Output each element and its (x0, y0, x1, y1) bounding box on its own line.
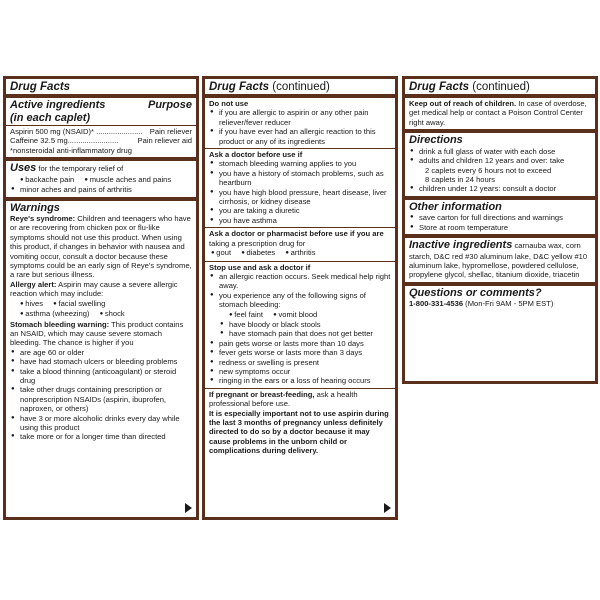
ask-doctor-item: ● you have asthma (209, 216, 391, 225)
inactive-ingredients-section (405, 238, 595, 282)
directions-item: ● adults and children 12 years and over: take (409, 156, 591, 165)
panel-title: Drug Facts (10, 81, 71, 93)
stop-use-item: ● pain gets worse or lasts more than 10 days (209, 339, 391, 348)
questions-section (405, 286, 595, 311)
reye-label: Reye's syndrome: (10, 214, 76, 224)
purpose-heading: Purpose (147, 99, 192, 111)
divider (6, 125, 196, 126)
active-ingredients-section (6, 98, 196, 157)
uses-item: ● minor aches and pains of arthritis (10, 185, 192, 194)
allergy-alert (10, 280, 192, 299)
directions-dose-line: 8 caplets in 24 hours (425, 174, 496, 184)
continue-arrow-icon (185, 503, 192, 513)
directions-dose-line: 2 caplets every 6 hours not to exceed (425, 165, 552, 175)
continue-arrow-icon (384, 503, 391, 513)
pregnancy-text: ask a health professional before use. (209, 389, 358, 409)
ask-pharmacist-item: ● diabetes (241, 248, 275, 257)
ingredient-purpose: Pain reliever (149, 127, 192, 136)
uses-section (6, 161, 196, 196)
ask-doctor-heading: Ask a doctor before use if (209, 150, 303, 160)
stop-use-item: ● redness or swelling is present (209, 358, 391, 367)
ask-doctor-item: ● you have a history of stomach problems, such as heartburn (209, 169, 391, 188)
keep-out-section (405, 98, 595, 129)
ingredient-purpose: Pain reliever aid (137, 136, 192, 146)
ask-doctor-section (205, 149, 395, 227)
uses-item: ● backache pain (20, 175, 74, 184)
other-information-item: ● save carton for full directions and warnings (409, 213, 591, 222)
stomach-item: ● are age 60 or older (10, 348, 192, 357)
directions-item: ● drink a full glass of water with each dose (409, 147, 591, 156)
directions-section (405, 133, 595, 196)
pregnancy-important-text: It is especially important not to use aspirin during the last 3 months of pregnancy unless definitely directed to do so by a doctor because it may cause problems in the unborn child or complications during delivery. (209, 408, 389, 456)
panel-title: Drug Facts (209, 81, 270, 93)
reye-text: Children and teenagers who have or are recovering from chicken pox or flu-like symptoms should not use this product. When using this product, if changes in behavior with nausea and vomiting occur, consult a doctor because these symptoms could be an early sign of Reye's syndrome, a rare but serious illness. (10, 214, 192, 280)
allergy-item: ● asthma (wheezing) (20, 309, 89, 318)
reye-warning (10, 214, 192, 280)
ask-pharmacist-text: taking a prescription drug for (209, 238, 306, 248)
nsaid-note: *nonsteroidal anti-inflammatory drug (10, 145, 132, 155)
stop-use-subitem: ● have bloody or black stools (209, 320, 391, 329)
active-ingredients-subheading: (in each caplet) (10, 111, 91, 124)
ask-pharmacist-section (205, 228, 395, 260)
ask-pharmacist-item: ● gout (211, 248, 231, 257)
drug-facts-panel-3 (402, 76, 598, 384)
stomach-item: ● take a blood thinning (anticoagulant) or steroid drug (10, 367, 192, 386)
allergy-label: Allergy alert: (10, 279, 57, 289)
stomach-label: Stomach bleeding warning: (10, 319, 110, 329)
stomach-item: ● take more or for a longer time than directed (10, 432, 192, 441)
uses-intro: for the temporary relief of (38, 164, 124, 174)
allergy-item: ● shock (100, 309, 125, 318)
keep-out-label: Keep out of reach of children. (409, 99, 517, 108)
do-not-use-heading: Do not use (209, 99, 249, 108)
ask-pharmacist-heading: Ask a doctor or pharmacist before use if you are (209, 229, 384, 239)
stop-use-subitem: ● have stomach pain that does not get better (209, 329, 391, 338)
stomach-text: This product contains an NSAID, which may cause severe stomach bleeding. The chance is higher if you (10, 319, 184, 348)
uses-item: ● muscle aches and pains (84, 175, 171, 184)
ingredient-name: Caffeine 32.5 mg........................ (10, 136, 119, 146)
do-not-use-item: ● if you have ever had an allergic reaction to this product or any of its ingredients (209, 127, 391, 146)
stop-use-item: ● ringing in the ears or a loss of hearing occurs (209, 376, 391, 385)
stomach-item: ● have 3 or more alcoholic drinks every day while using this product (10, 414, 192, 433)
ask-doctor-item: ● you have high blood pressure, heart disease, liver cirrhosis, or kidney disease (209, 188, 391, 207)
ask-doctor-item: ● stomach bleeding warning applies to you (209, 159, 391, 168)
stop-use-item: ● you experience any of the following signs of stomach bleeding: (209, 291, 391, 310)
ingredient-row (10, 136, 192, 145)
ask-doctor-item: ● you are taking a diuretic (209, 206, 391, 215)
panel-title: Drug Facts (409, 81, 470, 93)
uses-heading: Uses (10, 162, 37, 175)
stop-use-item: ● fever gets worse or lasts more than 3 days (209, 348, 391, 357)
allergy-text: Aspirin may cause a severe allergic reaction which may include: (10, 279, 178, 299)
inactive-ingredients-text: carnauba wax, corn starch, D&C red #30 aluminum lake, D&C yellow #10 aluminum lake, hypromellose, powdered cellulose, propylene glycol, shellac, titanium dioxide, triacetin (409, 241, 588, 280)
warnings-heading: Warnings (10, 201, 60, 214)
stomach-warning (10, 320, 192, 348)
warnings-section (6, 201, 196, 444)
other-information-heading: Other information (409, 200, 502, 213)
allergy-item: ● hives (20, 299, 43, 308)
panel-title-continued: (continued) (472, 81, 530, 93)
ask-pharmacist-item: ● arthritis (285, 248, 315, 257)
pregnancy-label: If pregnant or breast-feeding, (209, 389, 315, 399)
ingredient-name: Aspirin 500 mg (NSAID)* ...................... (10, 127, 143, 136)
stop-use-item: ● an allergic reaction occurs. Seek medical help right away. (209, 272, 391, 291)
other-information-section (405, 200, 595, 234)
questions-heading: Questions or comments? (409, 286, 542, 299)
allergy-item: ● facial swelling (53, 299, 105, 308)
inactive-ingredients-heading: Inactive ingredients (409, 239, 513, 252)
stop-use-subitem: ● feel faint (229, 310, 263, 319)
phone-hours: (Mon-Fri 9AM - 5PM EST) (465, 299, 554, 309)
stop-use-section (205, 262, 395, 388)
stomach-item: ● have had stomach ulcers or bleeding problems (10, 357, 192, 366)
do-not-use-item: ● if you are allergic to aspirin or any other pain reliever/fever reducer (209, 108, 391, 127)
phone-number: 1-800-331-4536 (409, 299, 464, 309)
drug-facts-panel-1 (3, 76, 199, 520)
stomach-item: ● take other drugs containing prescription or nonprescription NSAIDs (aspirin, ibuprofen, naproxen, or others) (10, 385, 192, 413)
panel-title-continued: (continued) (272, 81, 330, 93)
directions-heading: Directions (409, 134, 463, 147)
ingredient-row (10, 127, 192, 136)
active-ingredients-heading: Active ingredients (10, 99, 106, 111)
stop-use-item: ● new symptoms occur (209, 367, 391, 376)
do-not-use-section (205, 98, 395, 148)
stop-use-heading: Stop use and ask a doctor if (209, 262, 311, 272)
pregnancy-section (205, 389, 395, 458)
other-information-item: ● Store at room temperature (409, 223, 591, 232)
drug-facts-panel-2 (202, 76, 398, 520)
directions-item: ● children under 12 years: consult a doctor (409, 184, 591, 193)
keep-out-text: In case of overdose, get medical help or contact a Poison Control Center right away. (409, 99, 587, 127)
stop-use-subitem: ● vomit blood (273, 310, 317, 319)
